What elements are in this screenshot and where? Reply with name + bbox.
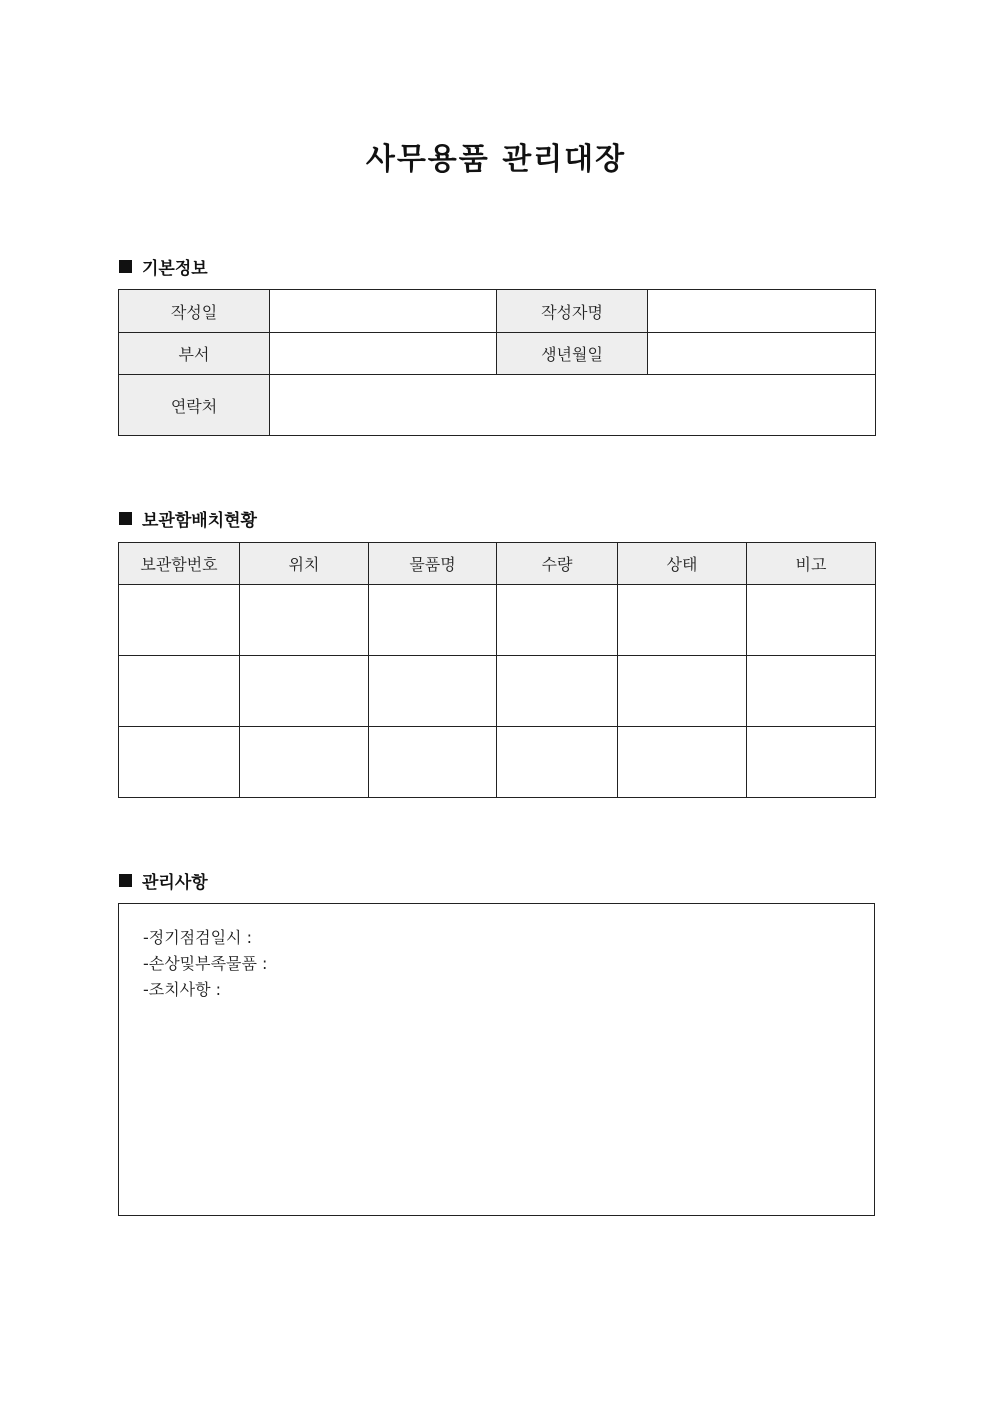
table-cell[interactable] (497, 727, 618, 798)
table-cell[interactable] (747, 656, 876, 727)
table-row (119, 585, 876, 656)
table-cell[interactable] (119, 727, 240, 798)
storage-heading (119, 506, 257, 531)
table-cell[interactable] (369, 727, 497, 798)
department-field[interactable] (270, 333, 497, 375)
table-cell[interactable] (618, 585, 747, 656)
table-cell[interactable] (240, 656, 369, 727)
table-row (119, 656, 876, 727)
basic-info-table (118, 289, 876, 436)
square-bullet-icon (119, 512, 132, 525)
square-bullet-icon (119, 874, 132, 887)
table-cell[interactable] (618, 656, 747, 727)
author-field[interactable] (648, 290, 876, 333)
storage-heading-text: 보관함배치현황 (142, 511, 257, 531)
table-cell[interactable] (119, 585, 240, 656)
table-row (119, 727, 876, 798)
table-cell[interactable] (369, 656, 497, 727)
document-title: 사무용품 관리대장 (365, 142, 627, 177)
column-header-status: 상태 (618, 543, 747, 585)
birthdate-field[interactable] (648, 333, 876, 375)
table-cell[interactable] (369, 585, 497, 656)
date-field[interactable] (270, 290, 497, 333)
actions-taken-line: -조치사항 : (143, 980, 222, 999)
management-heading-text: 관리사항 (142, 873, 208, 893)
square-bullet-icon (119, 260, 132, 273)
inspection-date-line: -정기점검일시 : (143, 928, 252, 947)
column-header-item-name: 물품명 (369, 543, 497, 585)
basic-info-heading-text: 기본정보 (142, 259, 208, 279)
contact-label: 연락처 (119, 375, 270, 436)
department-label: 부서 (119, 333, 270, 375)
birthdate-label: 생년월일 (497, 333, 648, 375)
table-cell[interactable] (747, 727, 876, 798)
column-header-box-number: 보관함번호 (119, 543, 240, 585)
damaged-items-line: -손상및부족물품 : (143, 954, 268, 973)
table-cell[interactable] (747, 585, 876, 656)
table-cell[interactable] (618, 727, 747, 798)
column-header-remarks: 비고 (747, 543, 876, 585)
table-cell[interactable] (497, 585, 618, 656)
column-header-location: 위치 (240, 543, 369, 585)
table-cell[interactable] (119, 656, 240, 727)
table-cell[interactable] (240, 727, 369, 798)
management-notes-box[interactable] (118, 903, 875, 1216)
contact-field[interactable] (270, 375, 876, 436)
date-label: 작성일 (119, 290, 270, 333)
basic-info-heading (119, 254, 208, 279)
table-cell[interactable] (240, 585, 369, 656)
management-heading (119, 868, 208, 893)
column-header-quantity: 수량 (497, 543, 618, 585)
table-cell[interactable] (497, 656, 618, 727)
author-label: 작성자명 (497, 290, 648, 333)
storage-table (118, 542, 876, 798)
